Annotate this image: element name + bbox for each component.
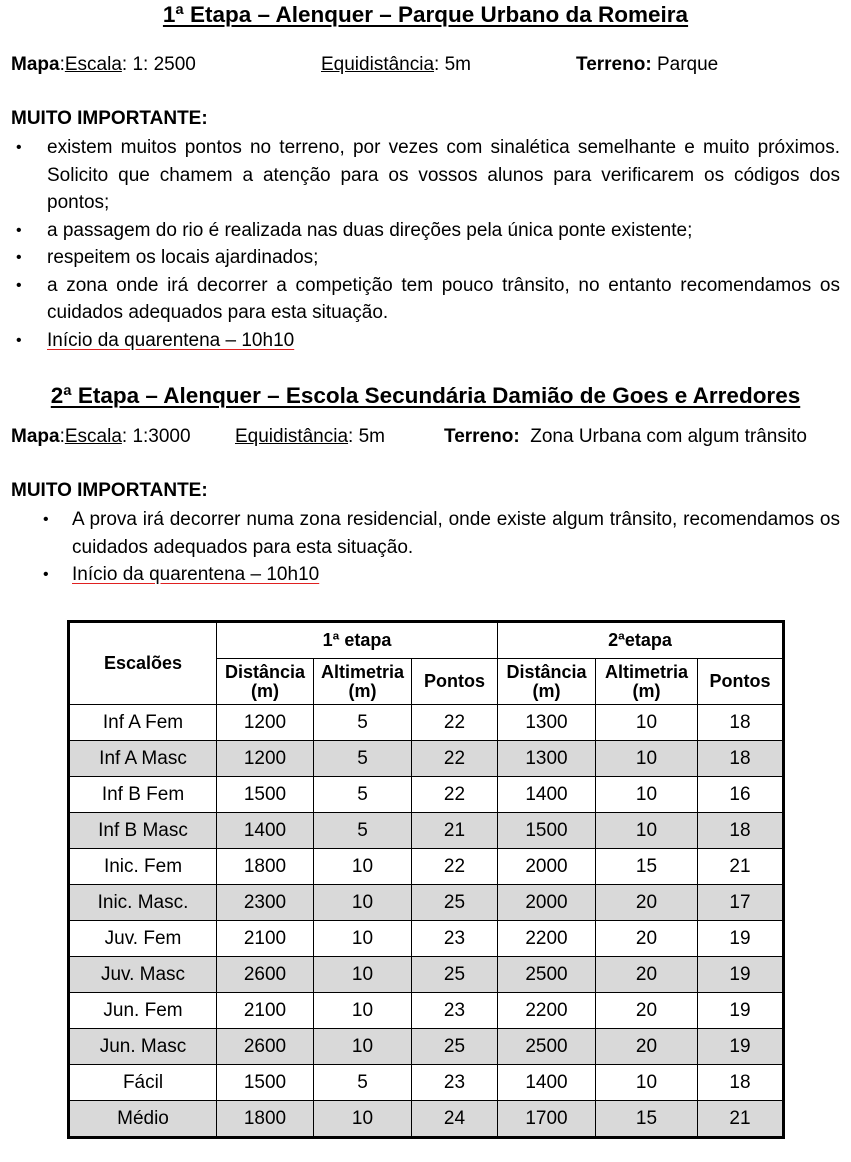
table-cell: 10 <box>596 705 698 741</box>
table-cell: 1500 <box>498 813 596 849</box>
row-label: Jun. Masc <box>69 1029 217 1065</box>
table-cell: 21 <box>412 813 498 849</box>
table-cell: 21 <box>698 1101 784 1138</box>
table-cell: 2000 <box>498 849 596 885</box>
table-cell: 10 <box>314 921 412 957</box>
table-cell: 2200 <box>498 921 596 957</box>
row-label: Médio <box>69 1101 217 1138</box>
table-cell: 10 <box>596 741 698 777</box>
table-cell: 25 <box>412 957 498 993</box>
table-cell: 24 <box>412 1101 498 1138</box>
mapa-label: Mapa <box>11 426 60 447</box>
table-cell: 20 <box>596 1029 698 1065</box>
bullet-item <box>43 506 840 561</box>
table-cell: 10 <box>596 1065 698 1101</box>
table-cell: 10 <box>314 1101 412 1138</box>
table-row <box>69 813 784 849</box>
stage2-important-heading: MUITO IMPORTANTE: <box>11 480 208 501</box>
table-cell: 1300 <box>498 705 596 741</box>
table-cell: 19 <box>698 1029 784 1065</box>
table-cell: 2600 <box>217 1029 314 1065</box>
table-cell: 2500 <box>498 957 596 993</box>
table-row <box>69 921 784 957</box>
row-label: Inic. Masc. <box>69 885 217 921</box>
bullet-text: a passagem do rio é realizada nas duas direções pela única ponte existente; <box>47 219 693 241</box>
table-cell: 23 <box>412 993 498 1029</box>
table-cell: 5 <box>314 705 412 741</box>
stage2-title: 2ª Etapa – Alenquer – Escola Secundária Damião de Goes e Arredores <box>50 383 801 408</box>
row-label: Juv. Fem <box>69 921 217 957</box>
terreno-label: Terreno: <box>444 426 520 447</box>
equid-value: : 5m <box>434 54 471 75</box>
stage2-equidistance <box>235 426 385 448</box>
mapa-label: Mapa <box>11 54 60 75</box>
escala-value: : 1: 2500 <box>121 54 196 75</box>
table-cell: 15 <box>596 849 698 885</box>
stage2-bullets <box>43 506 840 589</box>
table-row <box>69 849 784 885</box>
table-cell: 22 <box>412 705 498 741</box>
bullet-icon: • <box>16 221 22 239</box>
table-cell: 20 <box>596 957 698 993</box>
quarantine-time: Início da quarentena – 10h10 <box>47 329 295 351</box>
table-cell: 19 <box>698 921 784 957</box>
bullet-item <box>16 134 840 217</box>
bullet-item <box>16 244 840 272</box>
table-cell: 22 <box>412 777 498 813</box>
table-cell: 5 <box>314 777 412 813</box>
terreno-label: Terreno: <box>576 54 652 75</box>
table-row <box>69 741 784 777</box>
table-cell: 16 <box>698 777 784 813</box>
table-cell: 18 <box>698 813 784 849</box>
stage2-terrain <box>444 426 807 448</box>
table-row <box>69 705 784 741</box>
subheader-5: Pontos <box>698 659 784 705</box>
equid-label: Equidistância <box>321 54 435 75</box>
subheader-3: Distância (m) <box>498 659 596 705</box>
bullet-icon: • <box>16 331 22 349</box>
table-row <box>69 1065 784 1101</box>
table-cell: 10 <box>596 777 698 813</box>
bullet-icon: • <box>43 566 49 583</box>
table-cell: 20 <box>596 993 698 1029</box>
row-label: Juv. Masc <box>69 957 217 993</box>
stage1-terrain <box>576 54 718 76</box>
table-cell: 22 <box>412 849 498 885</box>
bullet-item <box>16 217 840 245</box>
header-stage2: 2ªetapa <box>498 622 784 659</box>
table-cell: 1200 <box>217 705 314 741</box>
subheader-2: Pontos <box>412 659 498 705</box>
row-label: Inf B Fem <box>69 777 217 813</box>
table-row <box>69 993 784 1029</box>
escala-value: : 1:3000 <box>121 426 191 447</box>
table-cell: 5 <box>314 1065 412 1101</box>
table-cell: 1400 <box>498 777 596 813</box>
table-cell: 2500 <box>498 1029 596 1065</box>
escala-label: Escala <box>64 426 122 447</box>
bullet-icon: • <box>16 249 22 266</box>
table-cell: 2100 <box>217 993 314 1029</box>
bullet-text: respeitem os locais ajardinados; <box>47 247 319 268</box>
table-cell: 19 <box>698 957 784 993</box>
table-cell: 2200 <box>498 993 596 1029</box>
quarantine-time: Início da quarentena – 10h10 <box>72 564 320 585</box>
table-cell: 10 <box>314 1029 412 1065</box>
table-cell: 1400 <box>498 1065 596 1101</box>
table-cell: 2000 <box>498 885 596 921</box>
row-label: Inf A Masc <box>69 741 217 777</box>
table-cell: 2600 <box>217 957 314 993</box>
stage1-equidistance <box>321 54 471 76</box>
table-row <box>69 885 784 921</box>
table-row <box>69 957 784 993</box>
terreno-value: Parque <box>651 54 719 75</box>
table-cell: 18 <box>698 705 784 741</box>
stage1-title: 1ª Etapa – Alenquer – Parque Urbano da Romeira <box>162 2 689 27</box>
table-cell: 19 <box>698 993 784 1029</box>
bullet-text: existem muitos pontos no terreno, por vezes com sinalética semelhante e muito próximos. Solicito que chamem a atenção para os vossos alunos para verificarem os códigos dos pontos; <box>47 137 840 213</box>
table-cell: 5 <box>314 813 412 849</box>
table-cell: 1300 <box>498 741 596 777</box>
table-cell: 10 <box>596 813 698 849</box>
table-cell: 1400 <box>217 813 314 849</box>
table-cell: 1800 <box>217 1101 314 1138</box>
row-label: Inf A Fem <box>69 705 217 741</box>
equid-label: Equidistância <box>235 426 349 447</box>
table-cell: 2100 <box>217 921 314 957</box>
terreno-value: Zona Urbana com algum trânsito <box>519 426 807 447</box>
subheader-1: Altimetria (m) <box>314 659 412 705</box>
bullet-text: a zona onde irá decorrer a competição tem pouco trânsito, no entanto recomendamos os cuidados adequados para esta situação. <box>47 274 840 323</box>
subheader-4: Altimetria (m) <box>596 659 698 705</box>
stage2-map-info: Mapa:Escala: 1:3000 <box>11 426 191 447</box>
stage1-map-info: Mapa:Escala: 1: 2500 <box>11 54 196 75</box>
row-label: Inic. Fem <box>69 849 217 885</box>
table-cell: 23 <box>412 1065 498 1101</box>
table-cell: 18 <box>698 741 784 777</box>
escala-label: Escala <box>64 54 122 75</box>
table-cell: 10 <box>314 993 412 1029</box>
table-row <box>69 1101 784 1138</box>
stage1-bullets <box>16 134 840 354</box>
table-cell: 25 <box>412 1029 498 1065</box>
table-cell: 10 <box>314 957 412 993</box>
table-cell: 15 <box>596 1101 698 1138</box>
table-cell: 10 <box>314 885 412 921</box>
table-cell: 1200 <box>217 741 314 777</box>
table-cell: 20 <box>596 921 698 957</box>
bullet-icon: • <box>16 276 22 294</box>
header-stage1: 1ª etapa <box>217 622 498 659</box>
subheader-0: Distância (m) <box>217 659 314 705</box>
table-cell: 21 <box>698 849 784 885</box>
table-cell: 5 <box>314 741 412 777</box>
table-row <box>69 1029 784 1065</box>
table-cell: 1500 <box>217 1065 314 1101</box>
table-cell: 18 <box>698 1065 784 1101</box>
table-cell: 17 <box>698 885 784 921</box>
table-cell: 10 <box>314 849 412 885</box>
row-label: Jun. Fem <box>69 993 217 1029</box>
table-cell: 25 <box>412 885 498 921</box>
header-escaloes: Escalões <box>69 622 217 705</box>
bullet-item <box>43 561 840 589</box>
table-row <box>69 777 784 813</box>
bullet-item <box>16 272 840 327</box>
equid-value: : 5m <box>348 426 385 447</box>
bullet-text: A prova irá decorrer numa zona residencial, onde existe algum trânsito, recomendamos os cuidados adequados para esta situação. <box>72 509 840 558</box>
table-cell: 1700 <box>498 1101 596 1138</box>
row-label: Inf B Masc <box>69 813 217 849</box>
results-table <box>67 620 785 1139</box>
table-cell: 23 <box>412 921 498 957</box>
table-cell: 1500 <box>217 777 314 813</box>
table-cell: 2300 <box>217 885 314 921</box>
table-cell: 20 <box>596 885 698 921</box>
table-cell: 1800 <box>217 849 314 885</box>
table-cell: 22 <box>412 741 498 777</box>
row-label: Fácil <box>69 1065 217 1101</box>
bullet-icon: • <box>43 511 49 528</box>
bullet-icon: • <box>16 139 22 156</box>
bullet-item <box>16 327 840 355</box>
stage1-important-heading: MUITO IMPORTANTE: <box>11 108 208 129</box>
